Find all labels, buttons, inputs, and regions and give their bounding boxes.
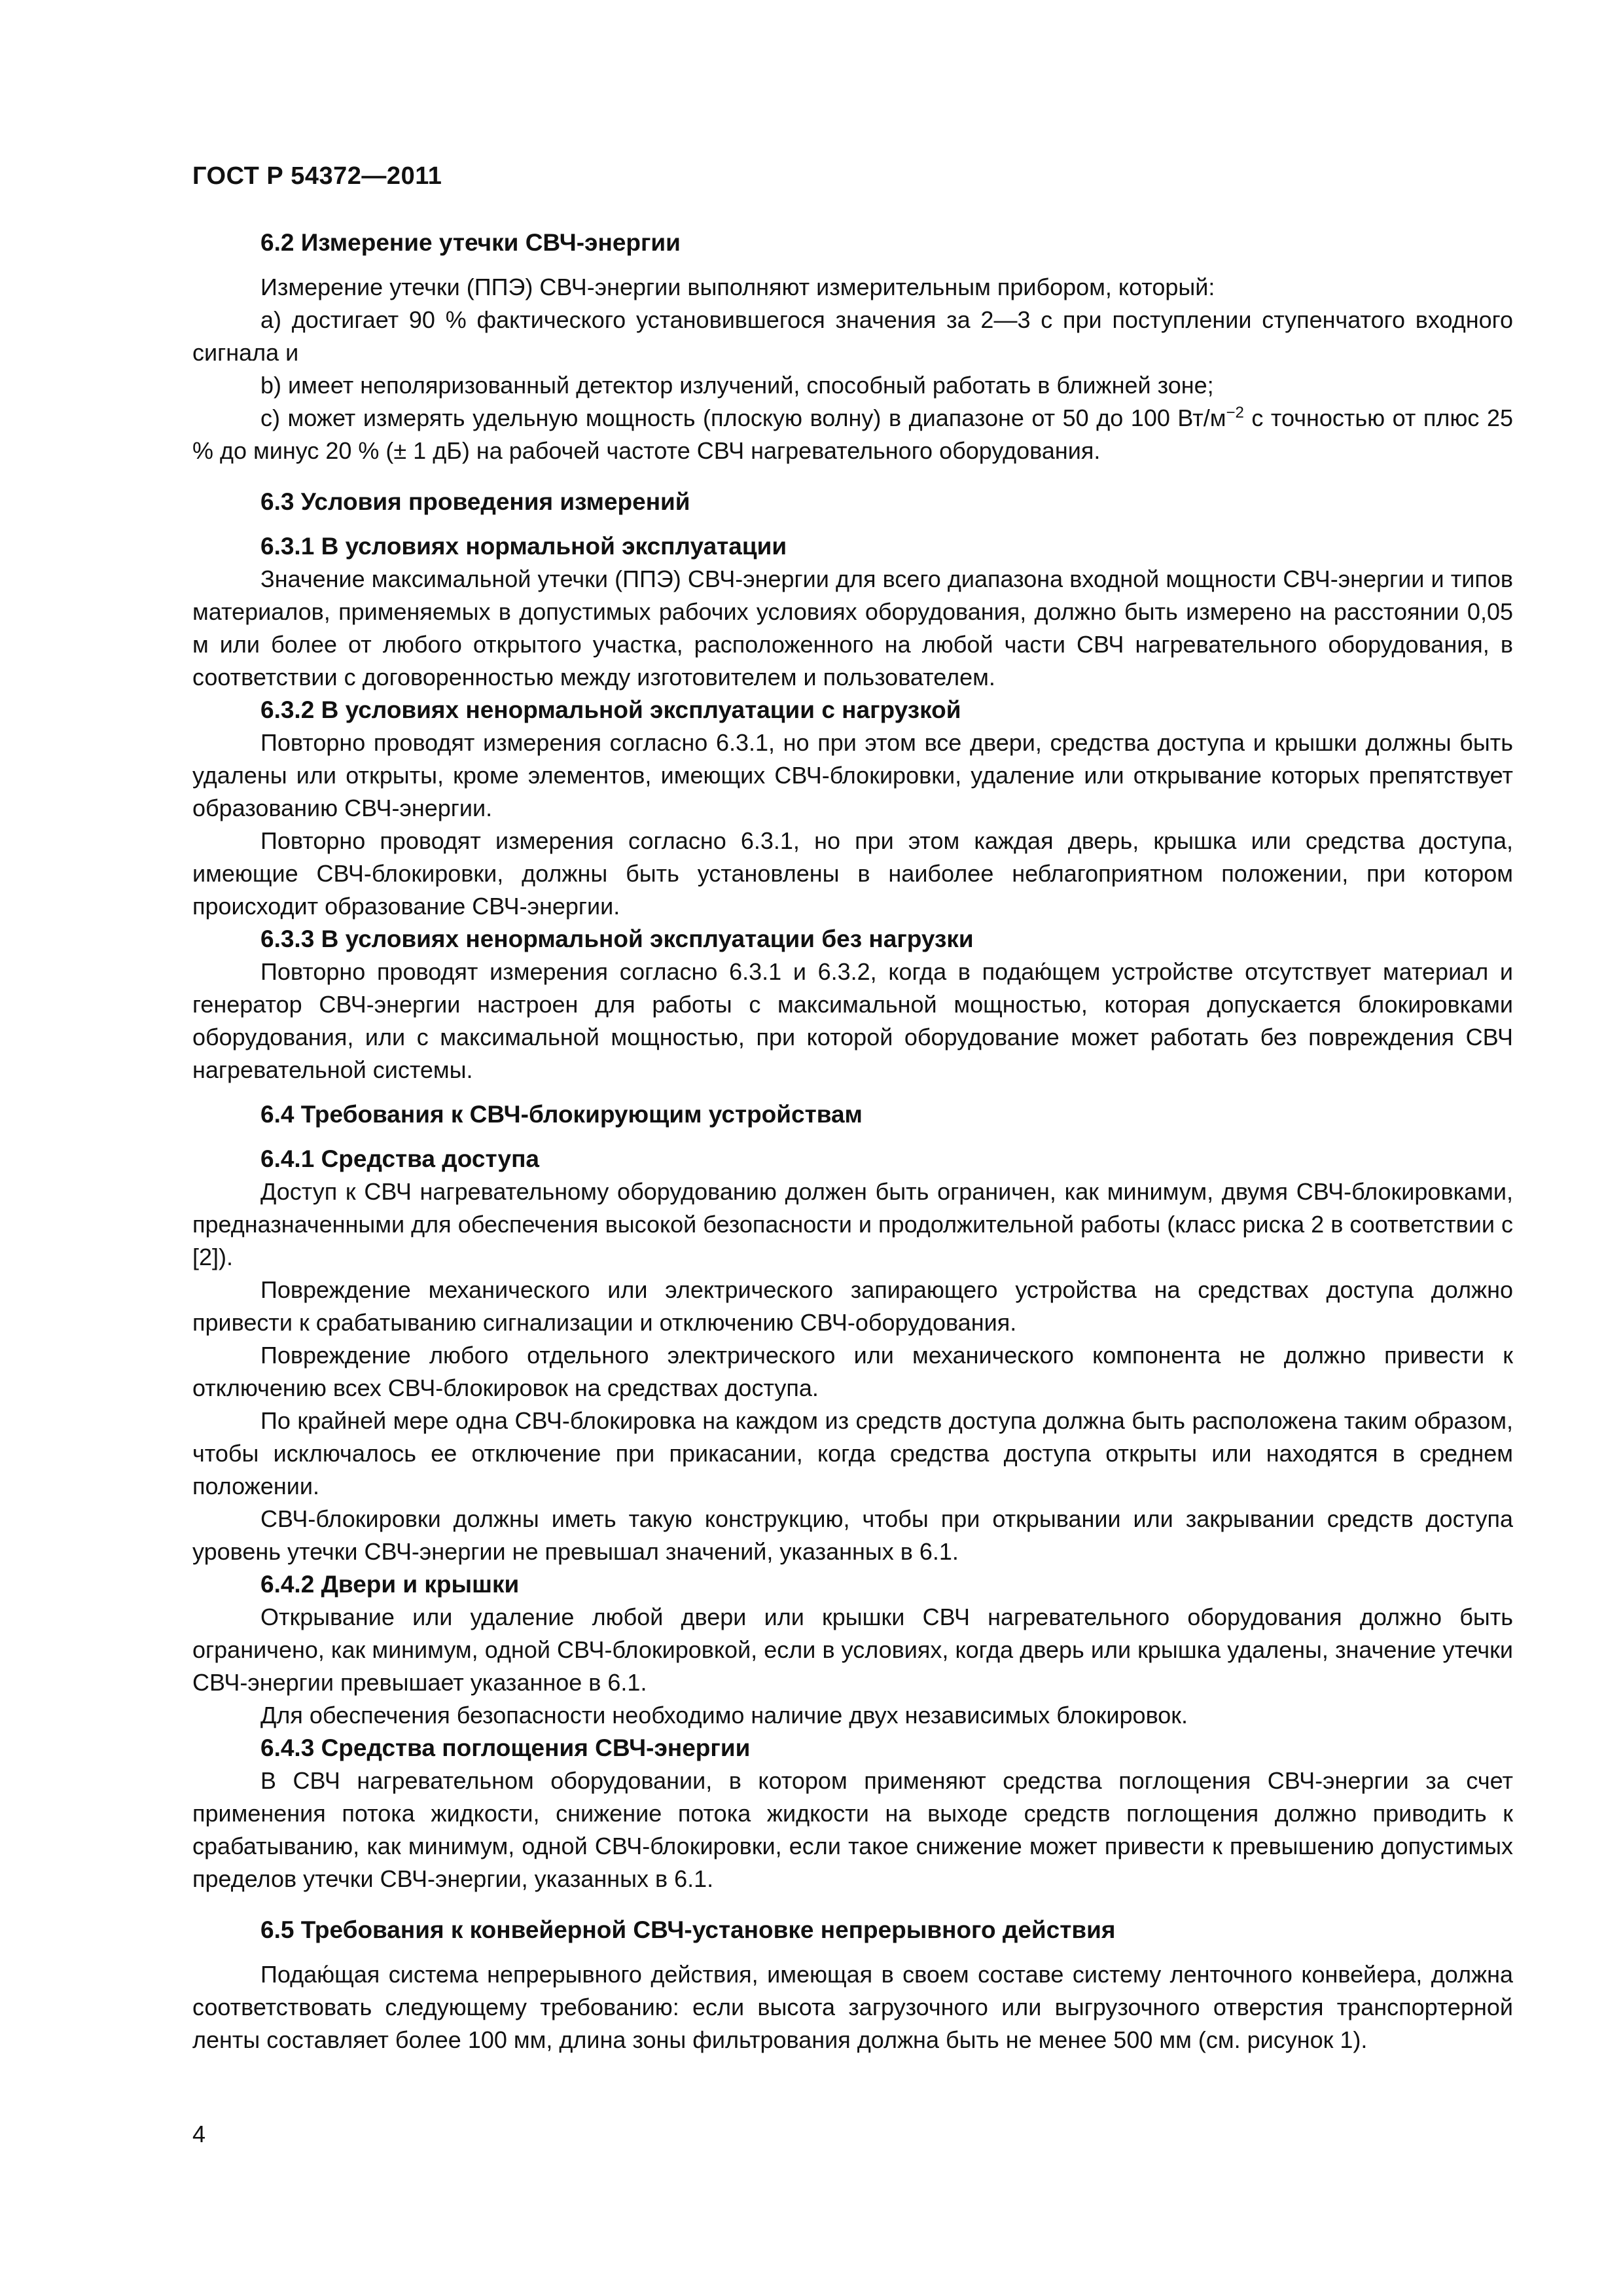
text-fragment: с точностью от плюс 25 % до минус 20 % (± 1 дБ) на рабочей частоте СВЧ нагревательного оборудования.	[192, 404, 1513, 464]
section-title-6-2: 6.2 Измерение утечки СВЧ-энергии	[260, 229, 681, 256]
section-title-6-3-1: 6.3.1 В условиях нормальной эксплуатации	[260, 533, 787, 560]
section-title-6-3: 6.3 Условия проведения измерений	[260, 488, 690, 515]
paragraph: Значение максимальной утечки (ППЭ) СВЧ-энергии для всего диапазона входной мощности СВЧ-энергии и типов материалов, применяемых в допустимых рабочих условиях оборудования, должно быть измерено на расстоянии 0,05 м или более от любого открытого участка, расположенного на любой части СВЧ нагревательного оборудования, в соответствии с договоренностью между изготовителем и пользователем.	[192, 565, 1513, 691]
document-header-id: ГОСТ Р 54372—2011	[192, 162, 442, 190]
paragraph: a) достигает 90 % фактического установившегося значения за 2—3 с при поступлении ступенчатого входного сигнала и	[192, 306, 1513, 366]
section-title-6-3-2: 6.3.2 В условиях ненормальной эксплуатации с нагрузкой	[260, 696, 961, 723]
superscript: −2	[1226, 404, 1244, 422]
paragraph: Подаю́щая система непрерывного действия, имеющая в своем составе систему ленточного конвейера, должна соответствовать следующему требованию: если высота загрузочного или выгрузочного отверстия транспортерной ленты составляет более 100 мм, длина зоны фильтрования должна быть не менее 500 мм (см. рисунок 1).	[192, 1961, 1513, 2053]
paragraph: По крайней мере одна СВЧ-блокировка на каждом из средств доступа должна быть расположена таким образом, чтобы исключалось ее отключение при прикасании, когда средства доступа открыты или находятся в среднем положении.	[192, 1407, 1513, 1499]
section-title-6-4-1: 6.4.1 Средства доступа	[260, 1145, 540, 1172]
section-title-6-5: 6.5 Требования к конвейерной СВЧ-установке непрерывного действия	[260, 1916, 1116, 1943]
paragraph	[192, 402, 1513, 467]
text-fragment: c) может измерять удельную мощность (плоскую волну) в диапазоне от 50 до 100 Вт/м	[260, 404, 1226, 431]
paragraph: Для обеспечения безопасности необходимо наличие двух независимых блокировок.	[260, 1702, 1188, 1729]
section-title-6-4-3: 6.4.3 Средства поглощения СВЧ-энергии	[260, 1734, 751, 1761]
paragraph: Открывание или удаление любой двери или крышки СВЧ нагревательного оборудования должно быть ограничено, как минимум, одной СВЧ-блокировкой, если в условиях, когда дверь или крышка удалены, значение утечки СВЧ-энергии превышает указанное в 6.1.	[192, 1604, 1513, 1696]
paragraph: b) имеет неполяризованный детектор излучений, способный работать в ближней зоне;	[260, 372, 1214, 399]
section-title-6-4: 6.4 Требования к СВЧ-блокирующим устройствам	[260, 1101, 863, 1128]
paragraph: В СВЧ нагревательном оборудовании, в котором применяют средства поглощения СВЧ-энергии за счет применения потока жидкости, снижение потока жидкости на выходе средств поглощения должно приводить к срабатыванию, как минимум, одной СВЧ-блокировки, если такое снижение может привести к превышению допустимых пределов утечки СВЧ-энергии, указанных в 6.1.	[192, 1767, 1513, 1892]
section-title-6-3-3: 6.3.3 В условиях ненормальной эксплуатации без нагрузки	[260, 925, 974, 952]
paragraph: Повторно проводят измерения согласно 6.3.1, но при этом каждая дверь, крышка или средства доступа, имеющие СВЧ-блокировки, должны быть установлены в наиболее неблагоприятном положении, при котором происходит образование СВЧ-энергии.	[192, 827, 1513, 920]
paragraph: СВЧ-блокировки должны иметь такую конструкцию, чтобы при открывании или закрывании средств доступа уровень утечки СВЧ-энергии не превышал значений, указанных в 6.1.	[192, 1505, 1513, 1565]
paragraph: Измерение утечки (ППЭ) СВЧ-энергии выполняют измерительным прибором, который:	[260, 274, 1215, 300]
paragraph: Повреждение любого отдельного электрического или механического компонента не должно привести к отключению всех СВЧ-блокировок на средствах доступа.	[192, 1342, 1513, 1401]
section-title-6-4-2: 6.4.2 Двери и крышки	[260, 1571, 520, 1598]
document-body	[192, 226, 1513, 2056]
paragraph: Повторно проводят измерения согласно 6.3.1, но при этом все двери, средства доступа и крышки должны быть удалены или открыты, кроме элементов, имеющих СВЧ-блокировки, удаление или открывание которых препятствует образованию СВЧ-энергии.	[192, 729, 1513, 821]
page-number: 4	[192, 2121, 206, 2147]
paragraph: Повторно проводят измерения согласно 6.3.1 и 6.3.2, когда в подаю́щем устройстве отсутствует материал и генератор СВЧ-энергии настроен для работы с максимальной мощностью, которая допускается блокировками оборудования, или с максимальной мощностью, при которой оборудование может работать без повреждения СВЧ нагревательной системы.	[192, 958, 1513, 1083]
paragraph: Доступ к СВЧ нагревательному оборудованию должен быть ограничен, как минимум, двумя СВЧ-блокировками, предназначенными для обеспечения высокой безопасности и продолжительной работы (класс риска 2 в соответствии с [2]).	[192, 1178, 1513, 1270]
paragraph: Повреждение механического или электрического запирающего устройства на средствах доступа должно привести к срабатыванию сигнализации и отключению СВЧ-оборудования.	[192, 1276, 1513, 1336]
